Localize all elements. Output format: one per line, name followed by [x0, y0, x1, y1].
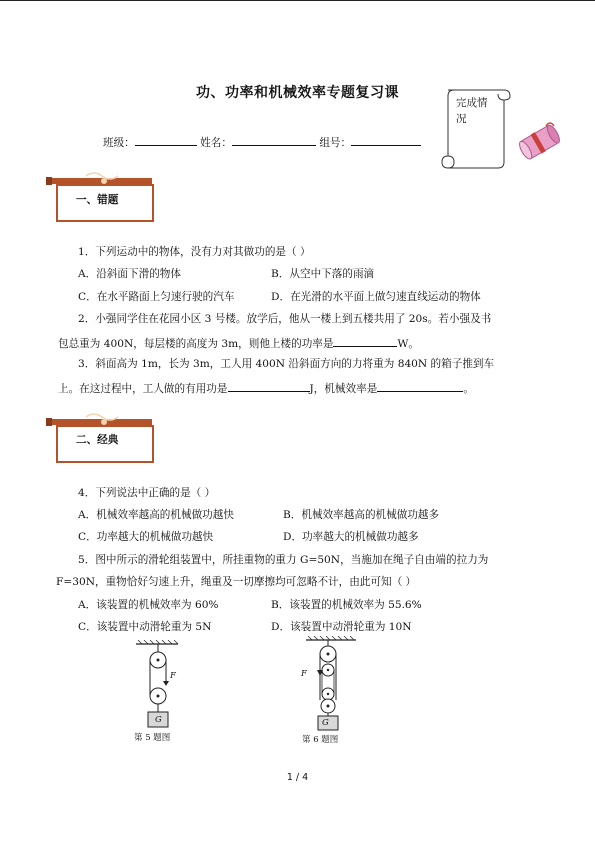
student-info-line	[103, 134, 421, 150]
q3-line-1: 3．斜面高为 1m，长为 3m，工人用 400N 沿斜面方向的力将重为 840N 的箱子推到车	[78, 358, 495, 370]
rolled-scroll-icon	[516, 118, 564, 168]
q5-option-b: B．该装置的机械效率为 55.6%	[271, 599, 422, 611]
q3-text-2: J，机械效率是	[309, 383, 378, 395]
q1-option-c: C．在水平路面上匀速行驶的汽车	[78, 291, 235, 303]
q5-option-c: C．该装置中动滑轮重为 5N	[78, 621, 212, 633]
q2-unit: W。	[397, 338, 419, 350]
q3-text: 上。在这过程中，工人做的有用功是	[58, 383, 228, 395]
q3-line-2	[58, 380, 474, 396]
q2-line-2	[58, 335, 419, 351]
figure-5-weight-label: G	[155, 715, 162, 725]
q5-option-a: A．该装置的机械效率为 60%	[78, 599, 219, 611]
section-1-heading: 一、错题	[76, 194, 119, 206]
class-label: 班级：	[103, 137, 135, 149]
q2-line-1: 2．小强同学住在花园小区 3 号楼。放学后，他从一楼上到五楼共用了 20s。若小强及书	[78, 313, 492, 325]
q3-efficiency-blank[interactable]	[377, 380, 463, 392]
q2-answer-blank[interactable]	[333, 335, 397, 347]
q4-option-d: D．功率越大的机械做功越多	[283, 531, 419, 543]
q5-line-1: 5．图中所示的滑轮组装置中，所挂重物的重力 G=50N，当施加在绳子自由端的拉力为	[78, 554, 489, 566]
q3-end: 。	[463, 383, 474, 395]
q1-option-b: B．从空中下落的雨滴	[271, 268, 375, 280]
q1-option-d: D．在光滑的水平面上做匀速直线运动的物体	[271, 291, 481, 303]
q4-option-b: B．机械效率越高的机械做功越多	[283, 509, 440, 521]
top-rule	[0, 0, 595, 1]
name-field[interactable]	[232, 134, 316, 146]
q2-text: 包总重为 400N，每层楼的高度为 3m，则他上楼的功率是	[58, 338, 334, 350]
q1-stem: 1．下列运动中的物体，没有力对其做功的是（ ）	[78, 246, 311, 258]
group-field[interactable]	[351, 134, 421, 146]
figure-6-caption: 第 6 题图	[302, 735, 339, 745]
q4-stem: 4．下列说法中正确的是（ ）	[78, 487, 216, 499]
class-field[interactable]	[135, 134, 197, 146]
group-label: 组号：	[319, 137, 352, 149]
q4-option-a: A．机械效率越高的机械做功越快	[78, 509, 234, 521]
name-label: 姓名：	[200, 137, 232, 149]
q5-option-d: D．该装置中动滑轮重为 10N	[271, 621, 412, 633]
q5-line-2: F=30N，重物恰好匀速上升，绳重及一切摩擦均可忽略不计，由此可知（ ）	[56, 576, 417, 588]
figure-5-caption: 第 5 题图	[134, 733, 171, 743]
page-title: 功、功率和机械效率专题复习课	[196, 85, 399, 101]
q4-option-c: C．功率越大的机械做功越快	[78, 531, 214, 543]
page-number: 1 / 4	[286, 772, 309, 783]
figure-6-force-label: F	[301, 669, 307, 679]
figure-5-force-label: F	[170, 671, 176, 681]
q1-option-a: A．沿斜面下滑的物体	[78, 268, 181, 280]
section-2-heading: 二、经典	[76, 434, 119, 446]
figure-6-weight-label: G	[322, 718, 329, 728]
figure-6-pulley-diagram	[296, 636, 362, 732]
q3-work-blank[interactable]	[228, 380, 310, 392]
completion-label: 完成情况	[456, 97, 488, 125]
